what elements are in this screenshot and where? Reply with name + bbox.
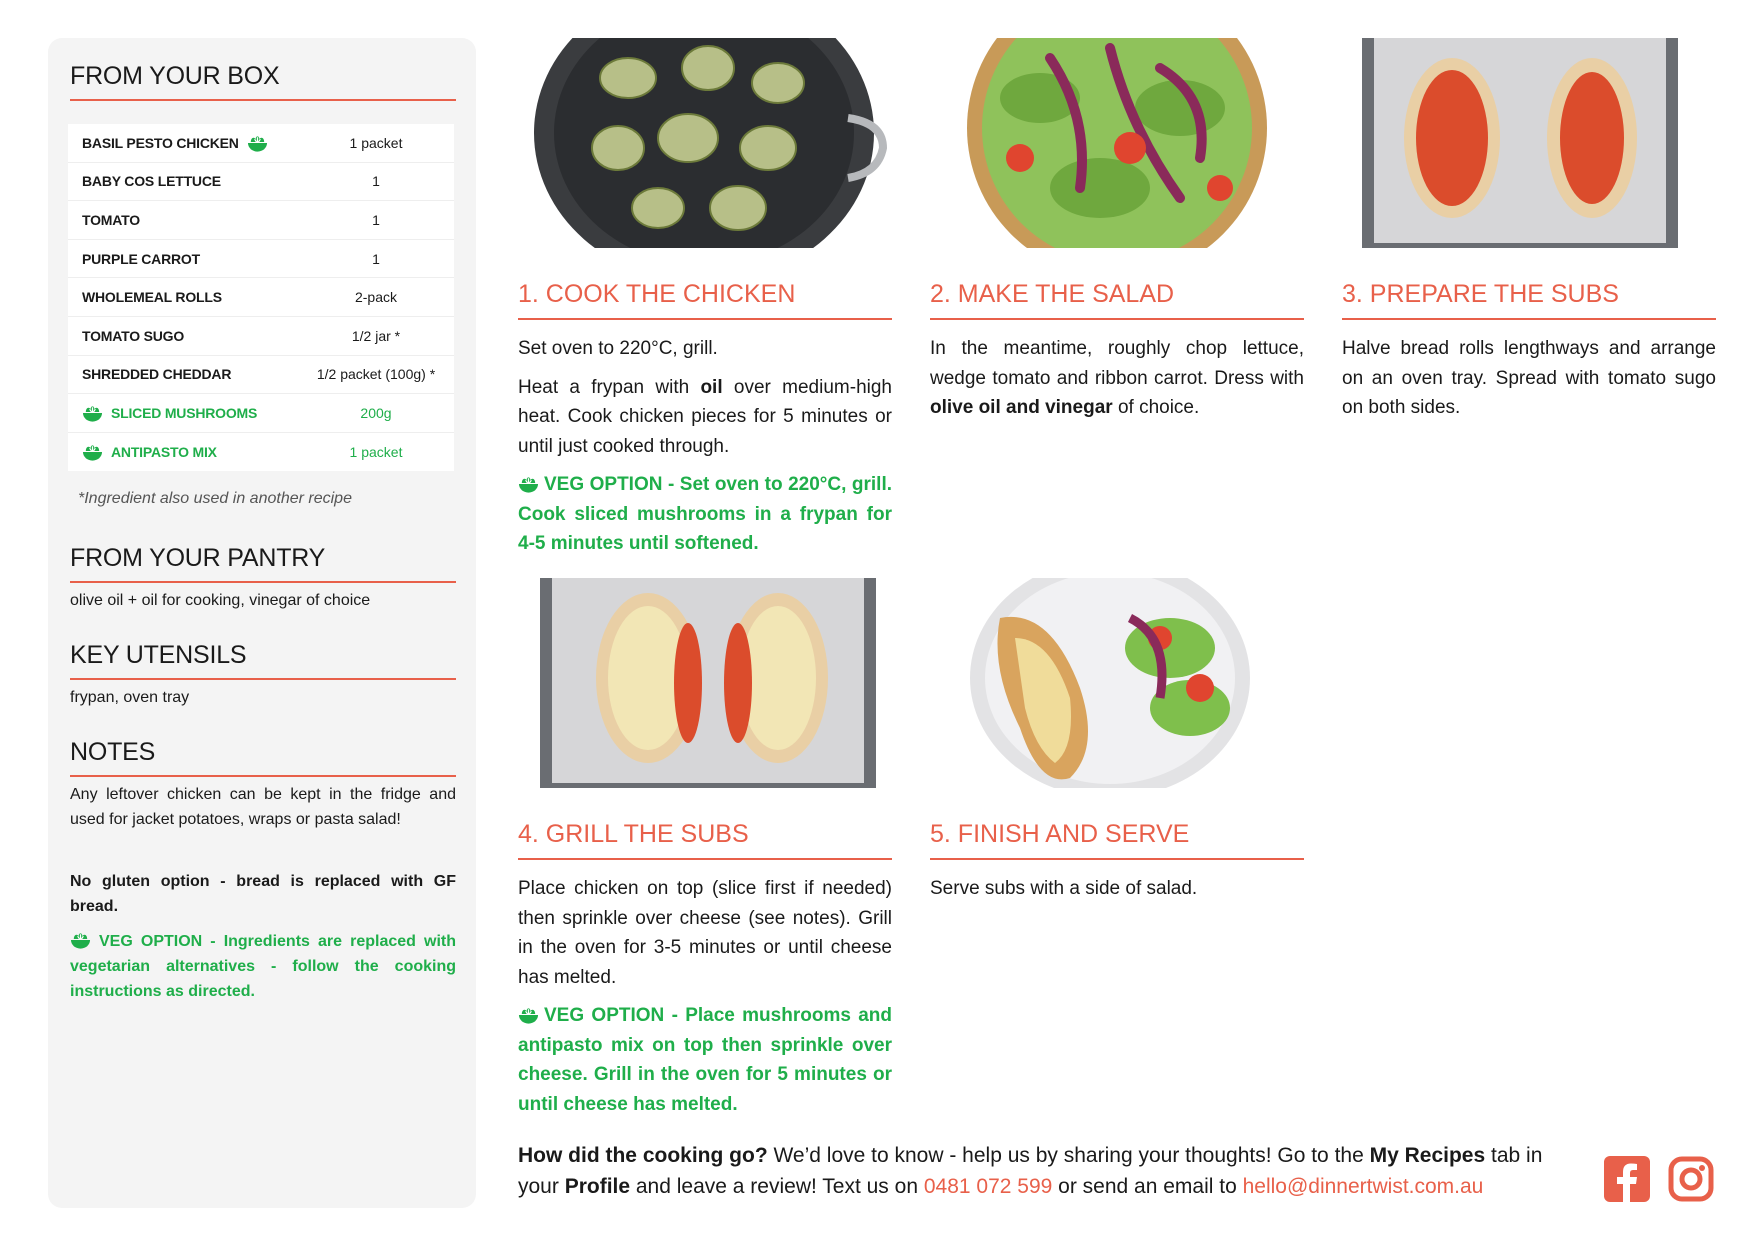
ingredient-row: [68, 394, 454, 433]
step4-photo: [518, 578, 892, 788]
veg-icon: [247, 134, 268, 152]
ingredient-row: [68, 278, 454, 317]
ingredient-qty: 1/2 packet (100g) *: [316, 366, 436, 383]
step4-veg-option: VEG OPTION - Place mushrooms and antipasto mix on top then sprinkle over cheese. Grill in the oven for 5 minutes or until cheese has melted.: [518, 1005, 892, 1115]
step1-text-1: Set oven to 220°C, grill.: [518, 338, 718, 359]
profile-label: Profile: [564, 1175, 631, 1198]
step1-title: 1. COOK THE CHICKEN: [518, 280, 892, 320]
step4-body: [518, 874, 892, 1128]
ingredient-name: BASIL PESTO CHICKEN: [82, 134, 239, 151]
step4-title: 4. GRILL THE SUBS: [518, 820, 892, 860]
ingredient-name: BABY COS LETTUCE: [82, 173, 221, 190]
ingredient-row: [68, 240, 454, 279]
step2-title: 2. MAKE THE SALAD: [930, 280, 1304, 320]
ingredient-qty: 1: [372, 211, 380, 228]
step5-body: [930, 874, 1304, 913]
ingredient-row: [68, 433, 454, 472]
ingredient-name: SLICED MUSHROOMS: [111, 404, 258, 421]
veg-icon: [70, 931, 91, 949]
pantry-text: olive oil + oil for cooking, vinegar of choice: [70, 592, 371, 609]
step1-veg-option: VEG OPTION - Set oven to 220°C, grill. Cook sliced mushrooms in a frypan for 4-5 minutes until softened.: [518, 474, 892, 554]
notes-gluten-text: No gluten option - bread is replaced with GF bread.: [70, 873, 456, 915]
ingredient-name: ANTIPASTO MIX: [111, 444, 217, 461]
phone-link[interactable]: 0481 072 599: [923, 1175, 1053, 1198]
instagram-icon[interactable]: [1668, 1156, 1714, 1202]
veg-icon: [82, 443, 103, 461]
feedback-question: How did the cooking go?: [518, 1144, 768, 1167]
ingredient-name: TOMATO: [82, 211, 140, 228]
ingredients-table: [68, 124, 454, 471]
ingredient-qty: 1: [372, 250, 380, 267]
ingredient-qty: 1/2 jar *: [351, 327, 401, 344]
ingredient-name: SHREDDED CHEDDAR: [82, 366, 232, 383]
step3-photo: [1342, 38, 1716, 248]
step1-body: [518, 334, 892, 568]
feedback-footer: How did the cooking go? We’d love to know - help us by sharing your thoughts! Go to the My Recipes tab in your Profile and leave a review! Text us on 0481 072 599 or send an email to hello@dinnertwist.com.au: [518, 1144, 1543, 1198]
ingredient-row: [68, 163, 454, 202]
step3-title: 3. PREPARE THE SUBS: [1342, 280, 1716, 320]
ingredient-qty: 1 packet: [349, 444, 403, 461]
veg-icon: [518, 1006, 539, 1024]
from-your-box-heading: FROM YOUR BOX: [70, 62, 456, 101]
veg-icon: [82, 404, 103, 422]
step2-body: [930, 334, 1304, 432]
facebook-icon[interactable]: [1604, 1156, 1650, 1202]
ingredient-qty: 2-pack: [354, 289, 398, 306]
my-recipes-label: My Recipes: [1369, 1144, 1486, 1167]
ingredient-footnote: *Ingredient also used in another recipe: [78, 490, 352, 507]
step4-text-1: Place chicken on top (slice first if needed) then sprinkle over cheese (see notes). Grill in the oven for 3-5 minutes or until cheese has melted.: [518, 878, 892, 988]
key-utensils-heading: KEY UTENSILS: [70, 641, 456, 680]
ingredients-sidebar: [48, 38, 476, 1208]
ingredient-name: WHOLEMEAL ROLLS: [82, 289, 222, 306]
notes-veg-option: [70, 929, 456, 1004]
ingredient-row: [68, 356, 454, 395]
step5-photo: [930, 578, 1304, 788]
ingredient-name: TOMATO SUGO: [82, 327, 185, 344]
step5-title: 5. FINISH AND SERVE: [930, 820, 1304, 860]
email-link[interactable]: hello@dinnertwist.com.au: [1242, 1175, 1484, 1198]
step1-text-2: Heat a frypan with oil over medium-high heat. Cook chicken pieces for 5 minutes or until just cooked through.: [518, 376, 892, 457]
utensils-text: frypan, oven tray: [70, 689, 190, 706]
notes-veg-text: VEG OPTION - Ingredients are replaced with vegetarian alternatives - follow the cooking instructions as directed.: [70, 933, 456, 1000]
ingredient-name: PURPLE CARROT: [82, 250, 200, 267]
notes-heading: NOTES: [70, 738, 456, 777]
step5-text-1: Serve subs with a side of salad.: [930, 878, 1198, 899]
step3-body: [1342, 334, 1716, 432]
ingredient-qty: 1: [372, 173, 380, 190]
step2-text-1: In the meantime, roughly chop lettuce, wedge tomato and ribbon carrot. Dress with olive oil and vinegar of choice.: [930, 338, 1304, 418]
step3-text-1: Halve bread rolls lengthways and arrange on an oven tray. Spread with tomato sugo on both sides.: [1342, 338, 1716, 418]
step1-photo: [518, 38, 892, 248]
ingredient-row: [68, 201, 454, 240]
ingredient-qty: 200g: [360, 404, 392, 421]
from-your-pantry-heading: FROM YOUR PANTRY: [70, 544, 456, 583]
veg-icon: [518, 475, 539, 493]
ingredient-row: [68, 124, 454, 163]
step2-photo: [930, 38, 1304, 248]
ingredient-qty: 1 packet: [349, 134, 403, 151]
notes-leftover-text: Any leftover chicken can be kept in the fridge and used for jacket potatoes, wraps or pasta salad!: [70, 786, 456, 828]
ingredient-row: [68, 317, 454, 356]
